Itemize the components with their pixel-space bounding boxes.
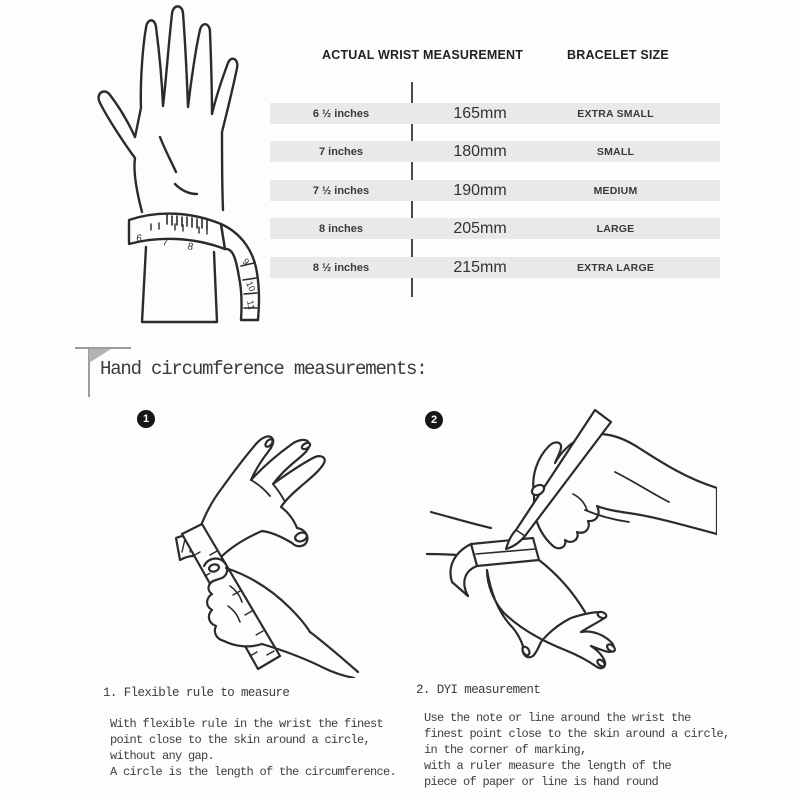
- cell-size: SMALL: [596, 145, 635, 158]
- upper-hand-outline: [533, 434, 717, 548]
- tape-number-11: 11: [245, 299, 257, 311]
- step-2-title: 2. DYI measurement: [416, 683, 541, 697]
- cell-size: LARGE: [596, 222, 635, 235]
- table-row: [270, 180, 720, 201]
- cell-mm: 180mm: [453, 142, 507, 160]
- step-2-instructions: Use the note or line around the wrist the finest point close to the skin around a circle, in the corner of marking, with a ruler measure the length of the piece of paper or line is hand round: [424, 711, 730, 789]
- step-1-illustration: [112, 410, 368, 678]
- cell-inches: 8 inches: [318, 222, 364, 235]
- table-row: [270, 141, 720, 162]
- cell-inches: 7 inches: [318, 145, 364, 158]
- open-hand-outline: [99, 6, 238, 212]
- table-row: [270, 257, 720, 278]
- lower-hand-outline: [487, 570, 614, 668]
- step-2-badge: 2: [425, 411, 443, 429]
- column-header-measurement: ACTUAL WRIST MEASUREMENT: [322, 48, 524, 62]
- section-heading: Hand circumference measurements:: [100, 358, 427, 380]
- cell-inches: 8 ½ inches: [312, 261, 370, 274]
- table-row: [270, 103, 720, 124]
- cell-size: MEDIUM: [593, 184, 638, 197]
- column-header-size: BRACELET SIZE: [567, 48, 669, 62]
- forearm-outline: [142, 247, 217, 322]
- cell-inches: 6 ½ inches: [312, 107, 370, 120]
- lower-hand-top-edge: [539, 560, 585, 612]
- step-1-badge: 1: [137, 410, 155, 428]
- tape-number-9: 9: [240, 256, 252, 267]
- cell-mm: 165mm: [453, 104, 507, 122]
- paper-strip-tail: [451, 544, 477, 596]
- tape-number-8: 8: [186, 241, 195, 254]
- step-1-title: 1. Flexible rule to measure: [103, 686, 290, 700]
- cell-size: EXTRA LARGE: [576, 261, 655, 274]
- cell-mm: 205mm: [453, 219, 507, 237]
- step-1-instructions: With flexible rule in the wrist the finest point close to the skin around a circle, without any gap. A circle is the length of the circumference.: [110, 717, 397, 779]
- size-table: [270, 40, 720, 300]
- step-2-illustration: [425, 402, 717, 678]
- lower-forearm-top-edge: [431, 512, 491, 528]
- cell-size: EXTRA SMALL: [577, 107, 654, 120]
- table-row: [270, 218, 720, 239]
- cell-mm: 190mm: [453, 181, 507, 199]
- tape-number-7: 7: [161, 237, 169, 249]
- gripping-forearm-top: [310, 632, 358, 672]
- tape-number-6: 6: [135, 233, 143, 245]
- hand-with-tape-illustration: [63, 0, 270, 332]
- gripping-forearm-bottom: [262, 644, 354, 678]
- cell-mm: 215mm: [453, 258, 507, 276]
- tape-number-10: 10: [244, 279, 258, 293]
- cell-inches: 7 ½ inches: [312, 184, 370, 197]
